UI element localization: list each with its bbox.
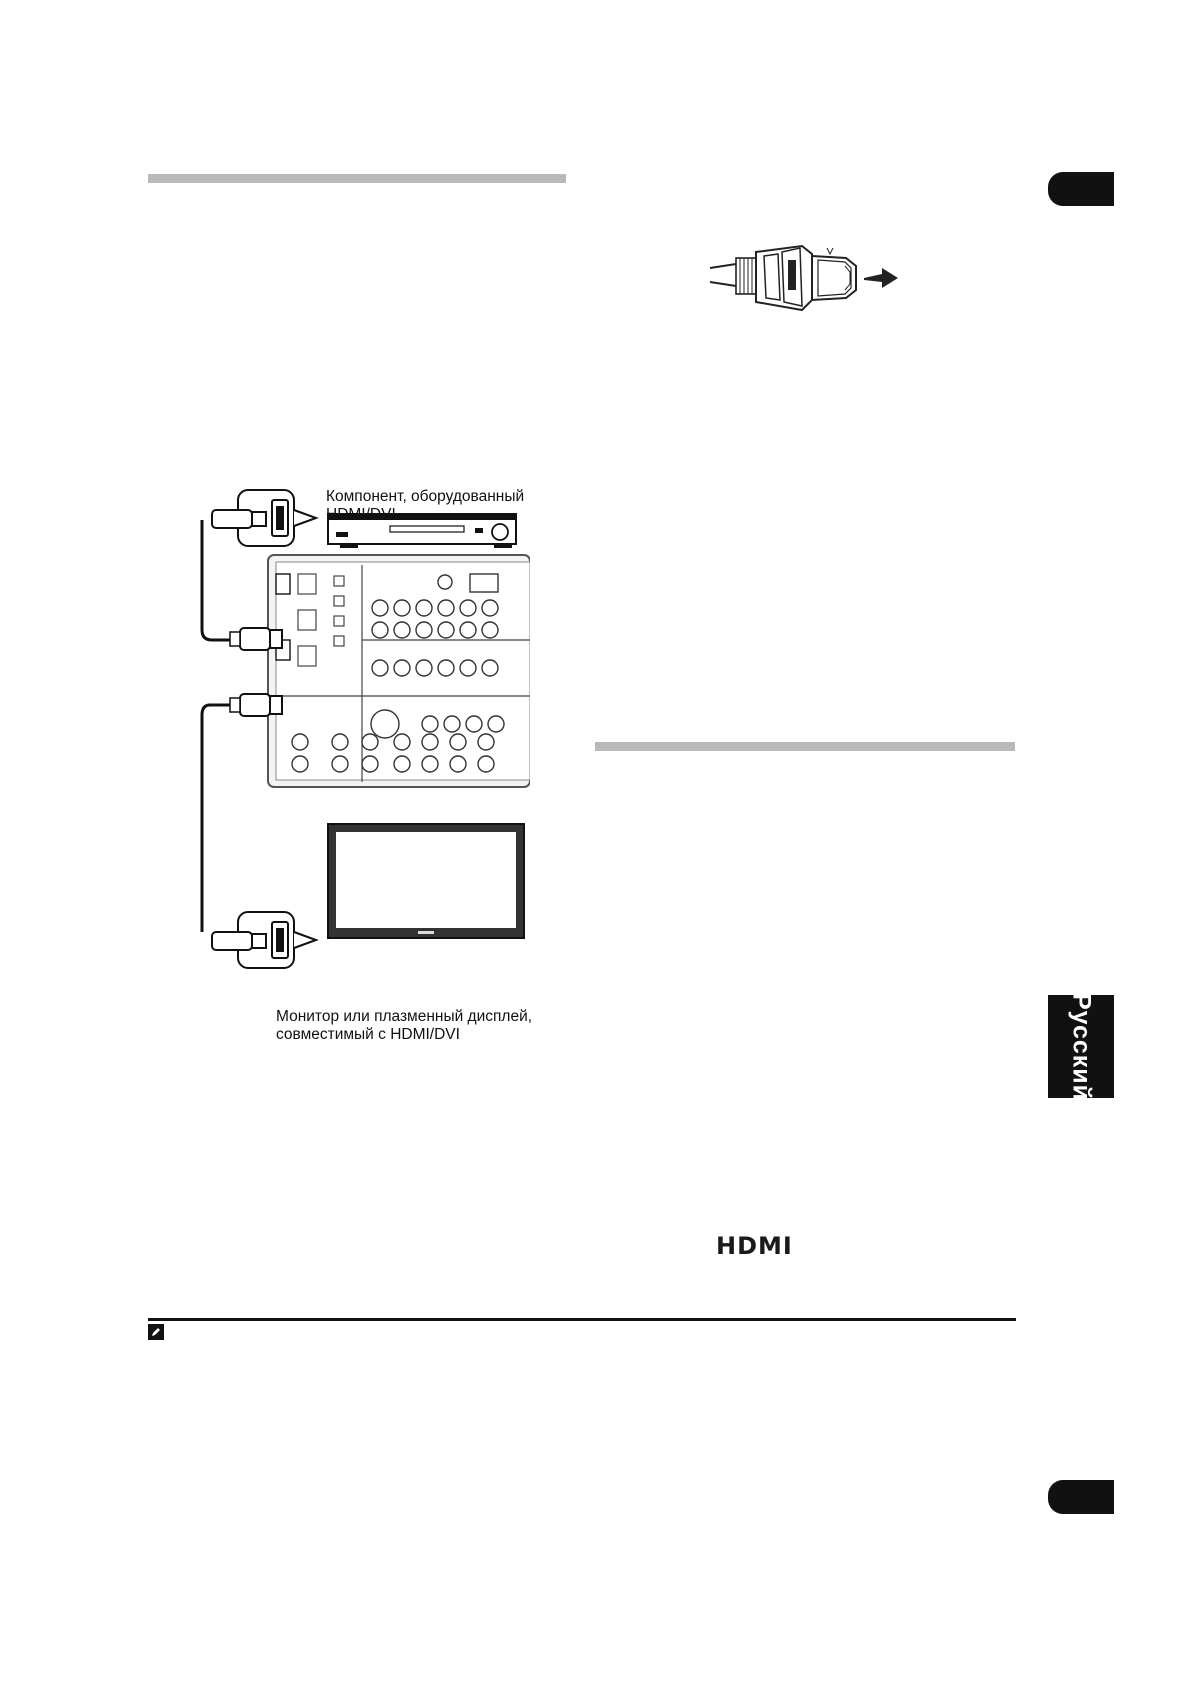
page-number-tab — [1048, 1480, 1114, 1514]
hdmi-plug-illustration — [700, 230, 910, 330]
chapter-tab — [1048, 172, 1114, 206]
note-pencil-icon — [148, 1324, 164, 1340]
right-section-heading-rule — [595, 742, 1015, 751]
note-section-rule — [148, 1318, 1016, 1321]
monitor-label — [276, 1008, 546, 1044]
source-label-line2: HDMI/DVI — [326, 506, 396, 523]
source-component-label — [326, 488, 536, 524]
hdmi-logo — [716, 1232, 793, 1260]
language-tab — [1048, 992, 1114, 1101]
hdmi-connection-diagram — [180, 470, 530, 1030]
monitor-label-line2: совместимый с HDMI/DVI — [276, 1026, 460, 1043]
left-section-heading-rule — [148, 174, 566, 183]
language-tab-label: Русский — [1067, 992, 1096, 1101]
monitor-label-line1: Монитор или плазменный дисплей, — [276, 1008, 533, 1025]
hdmi-logo-text: HDMI — [716, 1232, 793, 1260]
source-label-line1: Компонент, оборудованный — [326, 488, 525, 505]
